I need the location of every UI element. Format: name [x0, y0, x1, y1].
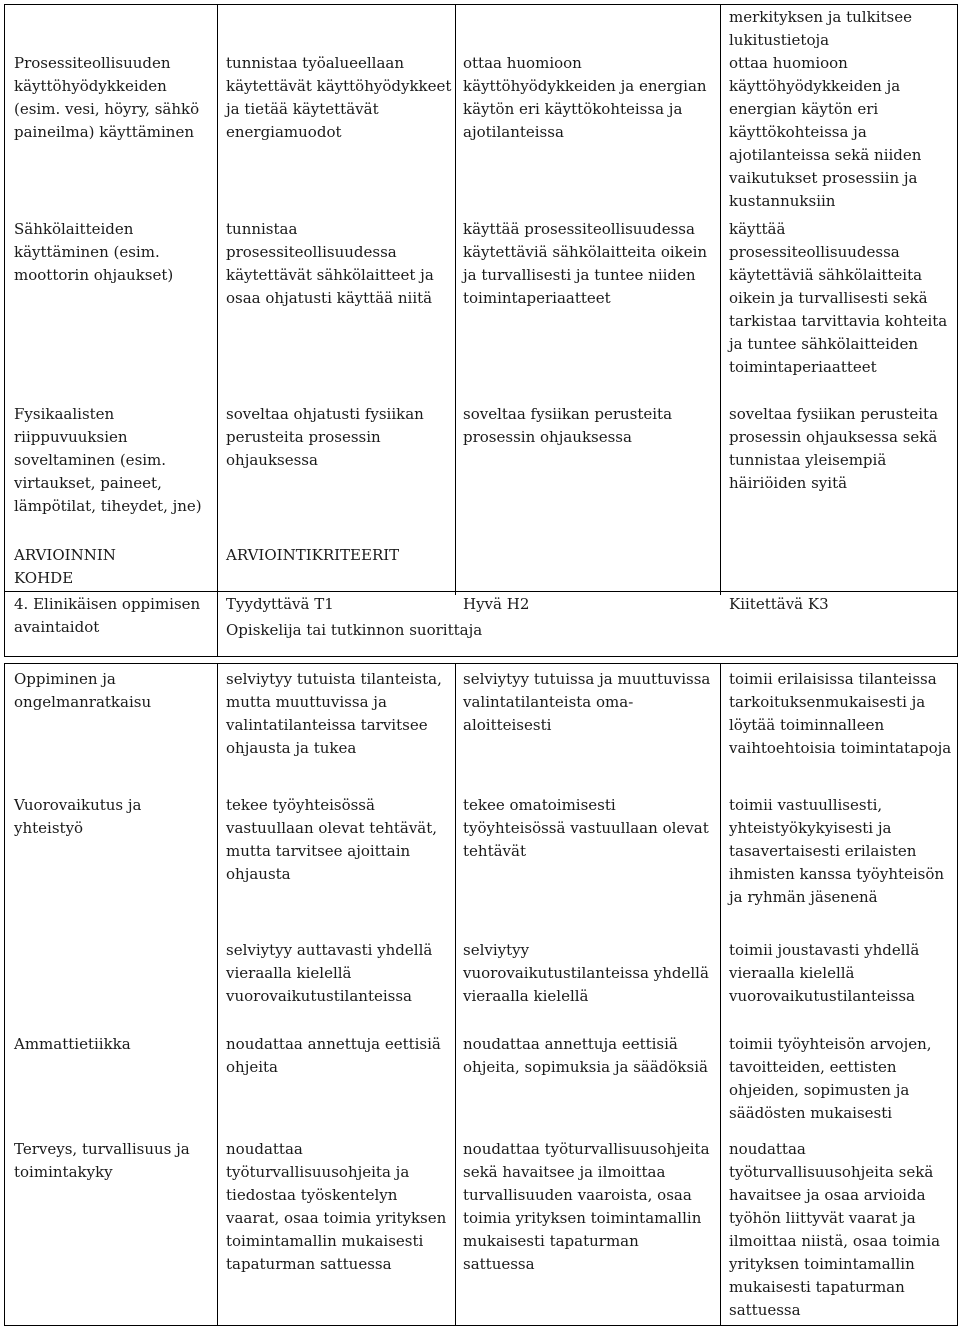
criteria-t1: selviytyy auttavasti yhdellä vieraalla kielellä vuorovaikutustilanteissa: [226, 941, 433, 1005]
criteria-t1: soveltaa ohjatusti fysiikan perusteita prosessin ohjauksessa: [226, 405, 424, 469]
column-divider: [217, 663, 218, 1326]
criteria-k3: toimii työyhteisön arvojen, tavoitteiden, eettisten ohjeiden, sopimusten ja säädösten mukaisesti: [729, 1035, 932, 1122]
criteria-t1: noudattaa työturvallisuusohjeita ja tiedostaa työskentelyn vaarat, osaa toimia yrityksen toimintamallin mukaisesti tapaturman sattuessa: [226, 1140, 447, 1273]
assessment-target: Prosessiteollisuuden käyttöhyödykkeiden (esim. vesi, höyry, sähkö paineilma) käyttäminen: [14, 54, 200, 141]
criteria-h2: selviytyy vuorovaikutustilanteissa yhdellä vieraalla kielellä: [463, 941, 709, 1005]
assessment-target: Sähkölaitteiden käyttäminen (esim. moottorin ohjaukset): [14, 220, 174, 284]
assessment-criteria-header: ARVIOINTIKRITEERIT: [226, 546, 400, 564]
column-divider: [455, 663, 456, 1326]
column-divider: [455, 4, 456, 595]
criteria-t1: selviytyy tutuista tilanteista, mutta muuttuvissa ja valintatilanteissa tarvitsee ohjausta ja tukea: [226, 670, 442, 757]
grade-t1-header: Tyydyttävä T1: [226, 595, 334, 613]
grade-h2-header: Hyvä H2: [463, 595, 530, 613]
bottom-table-bottom-border: [4, 1325, 958, 1326]
criteria-k3: soveltaa fysiikan perusteita prosessin ohjauksessa sekä tunnistaa yleisempiä häiriöiden syitä: [729, 405, 939, 492]
column-divider: [4, 4, 5, 657]
criteria-t1: noudattaa annettuja eettisiä ohjeita: [226, 1035, 441, 1076]
criteria-h2: soveltaa fysiikan perusteita prosessin ohjauksessa: [463, 405, 673, 446]
criteria-k3: käyttää prosessiteollisuudessa käytettäviä sähkölaitteita oikein ja turvallisesti sekä tarkistaa tarvittavia kohteita ja tuntee sähkölaitteiden toimintaperiaatteet: [729, 220, 948, 376]
top-table-bottom-border: [4, 656, 958, 657]
criteria-k3: ottaa huomioon käyttöhyödykkeiden ja energian käytön eri käyttökohteissa ja ajotilanteissa sekä niiden vaikutukset prosessiin ja kustannuksiin: [729, 54, 922, 210]
k3-carryover-text: merkityksen ja tulkitsee lukitustietoja: [729, 8, 912, 49]
section-title: 4. Elinikäisen oppimisen avaintaidot: [14, 595, 201, 636]
criteria-t1: tekee työyhteisössä vastuullaan olevat tehtävät, mutta tarvitsee ajoittain ohjausta: [226, 796, 438, 883]
criteria-t1: tunnistaa prosessiteollisuudessa käytettävät sähkölaitteet ja osaa ohjatusti käyttää niitä: [226, 220, 434, 307]
column-divider: [957, 4, 958, 657]
criteria-h2: tekee omatoimisesti työyhteisössä vastuullaan olevat tehtävät: [463, 796, 709, 860]
column-divider: [720, 663, 721, 1326]
assessment-target: Vuorovaikutus ja yhteistyö: [14, 796, 142, 837]
assessment-target: Oppiminen ja ongelmanratkaisu: [14, 670, 152, 711]
criteria-k3: toimii erilaisissa tilanteissa tarkoituksenmukaisesti ja löytää toiminnalleen vaihtoehtoisia toimintatapoja: [729, 670, 952, 757]
criteria-t1: tunnistaa työalueellaan käytettävät käyttöhyödykkeet ja tietää käytettävät energiamuodot: [226, 54, 452, 141]
criteria-h2: noudattaa annettuja eettisiä ohjeita, sopimuksia ja säädöksiä: [463, 1035, 708, 1076]
header-divider: [4, 591, 958, 592]
column-divider: [4, 663, 5, 1326]
bottom-table-border: [4, 663, 958, 664]
assessment-target: Ammattietiikka: [14, 1035, 131, 1053]
assessment-target: Fysikaalisten riippuvuuksien soveltaminen (esim. virtaukset, paineet, lämpötilat, tiheydet, jne): [14, 405, 202, 515]
criteria-k3: toimii vastuullisesti, yhteistyökykyisesti ja tasavertaisesti erilaisten ihmisten kanssa työyhteisön ja ryhmän jäsenenä: [729, 796, 945, 906]
top-table-border: [4, 4, 958, 5]
assessment-target-header: ARVIOINNIN KOHDE: [14, 546, 116, 587]
criteria-h2: noudattaa työturvallisuusohjeita sekä havaitsee ja ilmoittaa turvallisuuden vaaroista, osaa toimia yrityksen toimintamallin mukaisesti tapaturman sattuessa: [463, 1140, 710, 1273]
criteria-h2: ottaa huomioon käyttöhyödykkeiden ja energian käytön eri käyttökohteissa ja ajotilanteissa: [463, 54, 707, 141]
criteria-k3: noudattaa työturvallisuusohjeita sekä havaitsee ja osaa arvioida työhön liittyvät vaarat ja ilmoittaa niistä, osaa toimia yrityksen toimintamallin mukaisesti tapaturman sattuessa: [729, 1140, 941, 1319]
criteria-k3: toimii joustavasti yhdellä vieraalla kielellä vuorovaikutustilanteissa: [729, 941, 920, 1005]
grade-k3-header: Kiitettävä K3: [729, 595, 829, 613]
subject-label: Opiskelija tai tutkinnon suorittaja: [226, 621, 483, 639]
column-divider: [957, 663, 958, 1326]
column-divider: [720, 4, 721, 595]
criteria-h2: käyttää prosessiteollisuudessa käytettäviä sähkölaitteita oikein ja turvallisesti ja tuntee niiden toimintaperiaatteet: [463, 220, 708, 307]
assessment-target: Terveys, turvallisuus ja toimintakyky: [14, 1140, 190, 1181]
column-divider: [217, 4, 218, 657]
criteria-h2: selviytyy tutuissa ja muuttuvissa valintatilanteista oma-aloitteisesti: [463, 670, 711, 734]
